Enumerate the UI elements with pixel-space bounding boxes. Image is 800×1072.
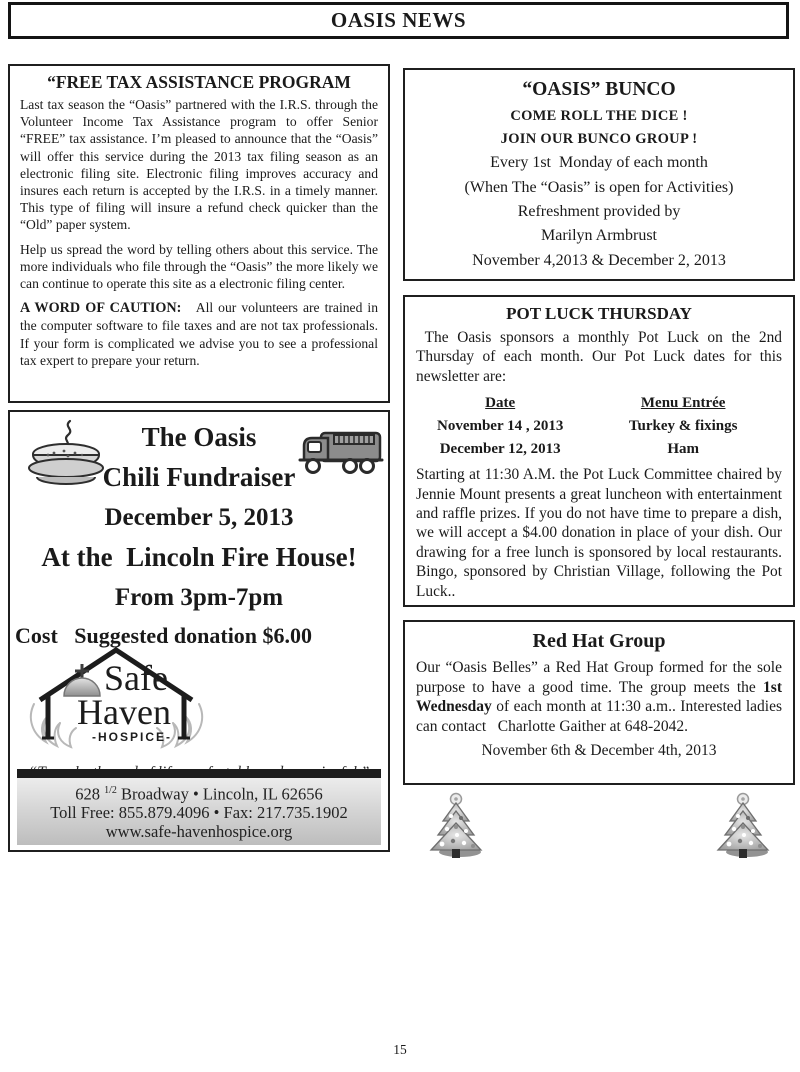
tax-article-title: “FREE TAX ASSISTANCE PROGRAM	[47, 72, 351, 92]
table-header-date: Date	[485, 395, 516, 412]
table-cell: November 14 , 2013	[436, 418, 564, 435]
pot-luck-table	[416, 392, 782, 461]
chili-line-4: At the Lincoln Fire House!	[41, 542, 357, 572]
chili-bowl-icon	[20, 418, 112, 501]
bunco-dates: November 4,2013 & December 2, 2013	[472, 251, 726, 269]
address-line-3: www.safe-havenhospice.org	[105, 822, 293, 841]
address-line-1: 628 $^{1/2}$ Broadway • Lincoln, IL 62656	[75, 784, 323, 803]
red-hat-article	[403, 620, 795, 785]
pot-luck-body: Starting at 11:30 A.M. the Pot Luck Committee chaired by Jennie Mount presents a great luncheon with entertainment and raffle prizes. If you do not have time to prepare a dish, we will accept a $4.00 donation in place of your dish. Our drawing for a free lunch is sponsored by local restaurants. Bingo, sponsored by Christian Village, following the Pot Luck..	[416, 466, 782, 600]
bunco-line: JOIN OUR BUNCO GROUP !	[500, 130, 698, 147]
pot-luck-title: POT LUCK THURSDAY	[506, 304, 692, 323]
pot-luck-article	[403, 295, 795, 607]
caution-label: A WORD OF CAUTION:	[20, 300, 182, 317]
masthead	[8, 2, 789, 39]
bunco-title: “OASIS” BUNCO	[522, 79, 676, 101]
red-hat-title: Red Hat Group	[532, 630, 666, 652]
table-cell: Turkey & fixings	[628, 418, 738, 435]
table-cell: Ham	[667, 441, 699, 458]
red-hat-bold-phrase: 1st Wednesday	[416, 678, 782, 716]
tax-paragraph-2: Help us spread the word by telling others about this service. The more individuals who file through the “Oasis” the more likely we can continue to operate this site as a electronic filing center.	[20, 241, 378, 292]
bunco-line: (When The “Oasis” is open for Activities)	[464, 178, 734, 196]
pot-luck-intro: The Oasis sponsors a monthly Pot Luck on the 2nd Thursday of each month. Our Pot Luck dates for this newsletter are:	[416, 329, 782, 385]
bunco-announcement	[403, 68, 795, 281]
address-divider-bar	[17, 769, 381, 778]
fire-truck-icon	[296, 422, 384, 483]
bunco-line: Refreshment provided by	[517, 203, 681, 221]
address-line-2: Toll Free: 855.879.4096 • Fax: 217.735.1902	[50, 803, 348, 822]
bunco-line: Every 1st Monday of each month	[490, 154, 708, 172]
christmas-tree-icon	[423, 792, 487, 867]
tax-paragraph-1: Last tax season the “Oasis” partnered with the I.R.S. through the Volunteer Income Tax Assistance program to offer Senior “FREE” tax assistance. I’m pleased to announce that the “Oasis” will offer this service during the 2013 tax filing season as an electronic filing site. Electronic filing improves accuracy and insures each return is accepted by the I.R.S. in a timely manner. This type of filing will insure a refund check quicker than the “Old” paper system.	[20, 97, 378, 233]
table-cell: December 12, 2013	[439, 441, 561, 458]
tax-assistance-article	[8, 64, 390, 403]
caution-text: All our volunteers are trained in the computer software to file taxes and are not tax professionals. If your form is complicated we advise you to see a professional tax expert to prepare your return.	[20, 300, 378, 368]
christmas-tree-icon	[710, 792, 774, 867]
hospice-address-block	[17, 769, 381, 846]
page-number: 15	[393, 1042, 407, 1057]
chili-cost-line: Cost Suggested donation $6.00	[15, 623, 313, 648]
chili-fundraiser-flyer	[8, 410, 390, 852]
page-title: OASIS NEWS	[330, 8, 467, 32]
red-hat-dates: November 6th & December 4th, 2013	[481, 742, 717, 760]
logo-word-haven: Haven	[77, 692, 171, 732]
logo-subtitle: -HOSPICE-	[91, 730, 173, 744]
bunco-line: COME ROLL THE DICE !	[510, 107, 688, 124]
bunco-line: Marilyn Armbrust	[541, 227, 657, 245]
chili-line-2: Chili Fundraiser	[102, 462, 296, 492]
chili-line-5: From 3pm-7pm	[114, 584, 284, 611]
tax-caution-paragraph	[20, 299, 378, 369]
safe-haven-hospice-logo	[24, 642, 209, 765]
red-hat-paragraph: Our “Oasis Belles” a Red Hat Group formed for the sole purpose to have a good time. The group meets the 1st Wednesday of each month at 11:30 a.m.. Interested ladies can contact Charlotte Gaither at 648-2042.	[416, 659, 782, 735]
chili-line-3: December 5, 2013	[104, 504, 294, 531]
logo-word-safe: Safe	[104, 658, 168, 698]
address-lines	[17, 778, 381, 846]
table-header-menu: Menu Entrée	[640, 395, 726, 412]
chili-line-1: The Oasis	[141, 422, 257, 452]
